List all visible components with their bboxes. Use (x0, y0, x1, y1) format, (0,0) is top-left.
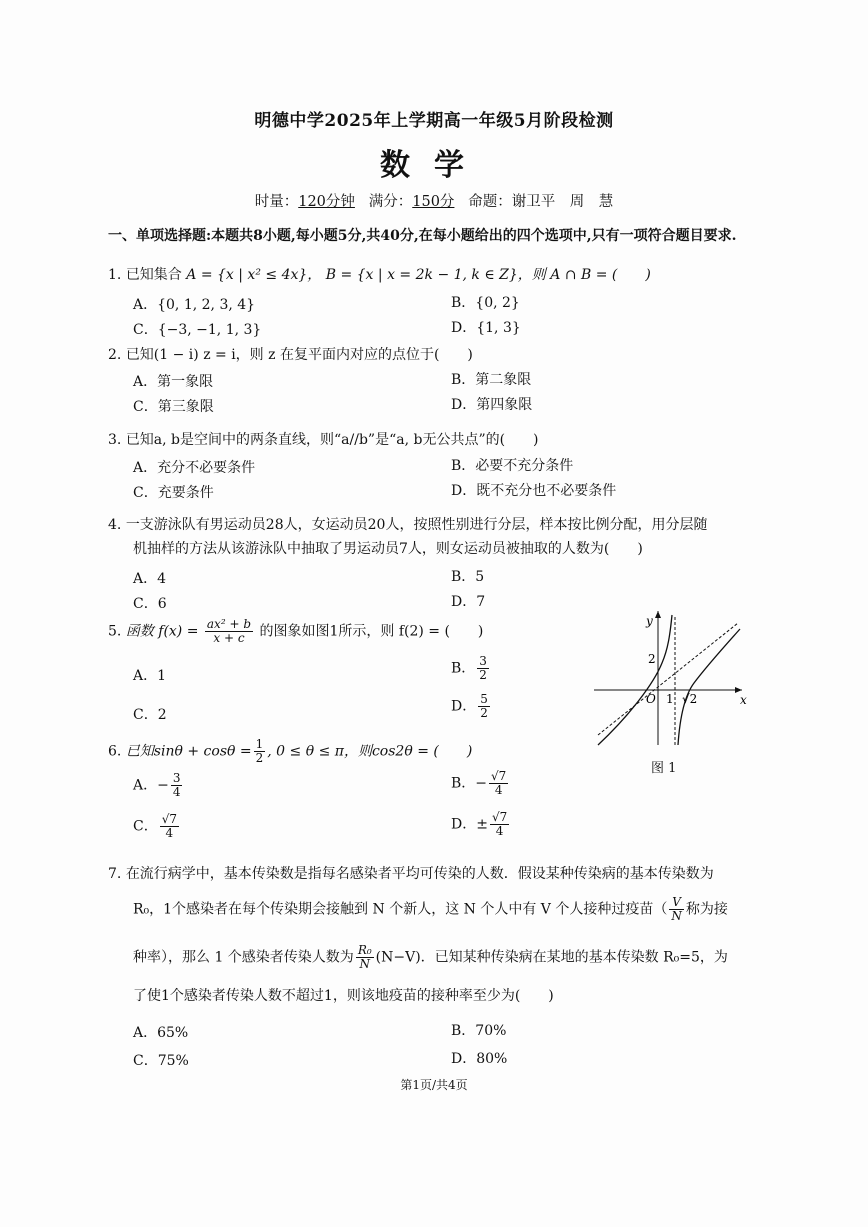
q6-option-c-frac (160, 813, 179, 840)
q5-option-d (451, 693, 492, 720)
figure-1-graph (590, 605, 750, 750)
question-1 (108, 265, 651, 285)
question-6 (108, 738, 472, 765)
q6-c-num: √7 (161, 812, 177, 826)
q6-a-num: 3 (172, 771, 181, 785)
q6-post: , 0 ≤ θ ≤ π，则cos2θ = ( ) (267, 743, 473, 760)
q7-line-4: 了使1个感染者传染人数不超过1，则该地疫苗的接种率至少为( ) (133, 988, 554, 1004)
question-2 (108, 345, 473, 365)
q5-d-den: 2 (480, 706, 488, 720)
q5-option-d-frac (478, 693, 490, 720)
q5-pre: 函数 f(x) = (125, 623, 199, 640)
q4-number: 4. (108, 517, 122, 533)
q1-set-b: B = {x | x = 2k − 1, k ∈ Z}，则 A ∩ B = ( ) (325, 267, 651, 283)
q3-option-a: A．充分不必要条件 (133, 460, 256, 476)
q6-d-num: √7 (491, 810, 508, 824)
q6-d-den: 4 (495, 824, 504, 838)
author-label: 命题： (468, 194, 512, 210)
time-label: 时量： (254, 194, 299, 210)
q7-option-c: C．75% (133, 1053, 189, 1069)
score-label: 满分： (368, 194, 413, 210)
q6-option-c (133, 813, 181, 840)
q6-b-den: 4 (494, 783, 503, 797)
q6-option-d-frac (490, 811, 509, 838)
q5-option-b-label: B． (451, 660, 476, 677)
q1-set-a: A = {x | x² ≤ 4x}， (186, 267, 322, 283)
q7-line-1: 在流行病学中，基本传染数是指每名感染者平均可传染的人数．假设某种传染病的基本传染数为 (125, 866, 714, 882)
question-4 (108, 515, 707, 535)
q7-vaccine-fraction (669, 896, 684, 923)
q6-option-a-frac (171, 772, 183, 799)
q6-option-b-frac (489, 770, 508, 797)
q6-frac-num: 1 (255, 737, 264, 751)
q6-fraction (254, 738, 266, 765)
q7-v-num: V (669, 896, 684, 910)
q4-option-b: B．5 (451, 569, 485, 585)
q2-option-d: D．第四象限 (451, 397, 533, 413)
subject-title: 数学 (380, 148, 488, 183)
q6-option-c-label: C． (133, 818, 158, 835)
q2-stem: 已知(1 − i) z = i，则 z 在复平面内对应的点位于( ) (125, 347, 473, 363)
question-3 (108, 430, 539, 450)
q6-frac-den: 2 (255, 751, 264, 765)
q6-a-den: 4 (172, 785, 181, 799)
q7-r0-den: N (359, 957, 370, 971)
q7-number: 7. (108, 866, 122, 882)
curve-left-branch (598, 615, 672, 745)
q3-number: 3. (108, 432, 122, 448)
time-value: 120分钟 (298, 194, 355, 210)
q1-option-b: B．{0, 2} (451, 295, 520, 311)
x-axis-label: x (740, 693, 747, 707)
q5-option-b-frac (477, 655, 489, 682)
score-value: 150分 (412, 194, 455, 210)
q5-number: 5. (108, 623, 122, 640)
q7-line-2 (133, 896, 728, 923)
q4-line-1: 一支游泳队有男运动员28人，女运动员20人，按照性别进行分层，样本按比例分配，用分层随 (125, 517, 708, 533)
q7-line-2-text: R₀，1个感染者在每个传染期会接触到 N 个新人，这 N 个人中有 V 个人接种过疫苗（ (133, 901, 668, 918)
q5-b-den: 2 (479, 668, 487, 682)
q7-line-3 (133, 944, 728, 971)
q5-d-num: 5 (480, 692, 488, 706)
figure-caption: 图 1 (651, 761, 677, 776)
q2-option-a: A．第一象限 (133, 374, 214, 390)
q6-number: 6. (108, 743, 122, 760)
q1-stem-prefix: 已知集合 (125, 267, 182, 283)
q1-option-a: A．{0, 1, 2, 3, 4} (133, 297, 256, 313)
q6-option-a-label: A．− (133, 777, 169, 794)
y-axis-arrow (655, 611, 661, 618)
q7-line-3-text: 种率），那么 1 个感染者传染人数为 (133, 949, 354, 966)
q7-line-3-end: (N−V)．已知某种传染病在某地的基本传染数 R₀=5，为 (375, 949, 728, 966)
q6-option-d-label: D．± (451, 816, 488, 833)
q7-line-2-end: 称为接 (685, 901, 728, 918)
exam-meta (0, 190, 868, 211)
tick-one-label: 1 (666, 692, 674, 706)
q5-frac-num: ax² + b (206, 617, 252, 631)
q4-line-2: 机抽样的方法从该游泳队中抽取了男运动员7人，则女运动员被抽取的人数为( ) (133, 541, 643, 557)
q7-option-a: A．65% (133, 1025, 189, 1041)
q4-option-d: D．7 (451, 594, 486, 610)
q1-number: 1. (108, 267, 122, 283)
q6-b-num: √7 (491, 769, 507, 783)
q2-number: 2. (108, 347, 122, 363)
q3-stem: 已知a, b是空间中的两条直线，则“a//b”是“a, b无公共点”的( ) (125, 432, 539, 448)
q6-option-b (451, 770, 510, 797)
author-value: 谢卫平 周 慧 (511, 194, 614, 210)
q3-option-c: C．充要条件 (133, 485, 214, 501)
exam-title: 明德中学2025年上学期高一年级5月阶段检测 (254, 111, 614, 131)
q5-option-d-label: D． (451, 698, 477, 715)
q7-r0-num: R₀ (357, 943, 372, 957)
q5-fraction (205, 618, 253, 645)
q6-option-b-label: B．− (451, 775, 488, 792)
q5-b-num: 3 (479, 654, 487, 668)
section-heading: 一、单项选择题:本题共8小题,每小题5分,共40分,在每小题给出的四个选项中,只有一项符合题目要求. (108, 228, 737, 244)
q4-option-a: A．4 (133, 571, 167, 587)
page-footer: 第1页/共4页 (400, 1078, 468, 1092)
tick-sqrt2-label: √2 (682, 692, 698, 706)
question-5 (108, 618, 483, 645)
q7-option-d: D．80% (451, 1051, 508, 1067)
q5-option-a: A．1 (133, 668, 167, 684)
q6-option-a (133, 772, 184, 799)
q3-option-b: B．必要不充分条件 (451, 458, 574, 474)
question-7 (108, 864, 714, 884)
q4-option-c: C．6 (133, 596, 167, 612)
q1-option-d: D．{1, 3} (451, 320, 521, 336)
y-intercept-label: 2 (648, 652, 656, 666)
q7-v-den: N (671, 909, 682, 923)
q5-post: 的图象如图1所示，则 f(2) = ( ) (259, 623, 484, 640)
q6-c-den: 4 (165, 826, 174, 840)
q6-pre: 已知sinθ + cosθ = (125, 743, 252, 760)
q2-option-b: B．第二象限 (451, 372, 532, 388)
q3-option-d: D．既不充分也不必要条件 (451, 483, 617, 499)
q5-option-b (451, 655, 491, 682)
origin-label: O (646, 692, 656, 706)
q1-option-c: C．{−3, −1, 1, 3} (133, 322, 262, 338)
q7-r0-fraction (356, 944, 374, 971)
q5-option-c: C．2 (133, 707, 167, 723)
y-axis-label: y (646, 614, 653, 628)
q7-option-b: B．70% (451, 1023, 507, 1039)
q6-option-d (451, 811, 511, 838)
q2-option-c: C．第三象限 (133, 399, 214, 415)
q5-frac-den: x + c (213, 631, 245, 645)
